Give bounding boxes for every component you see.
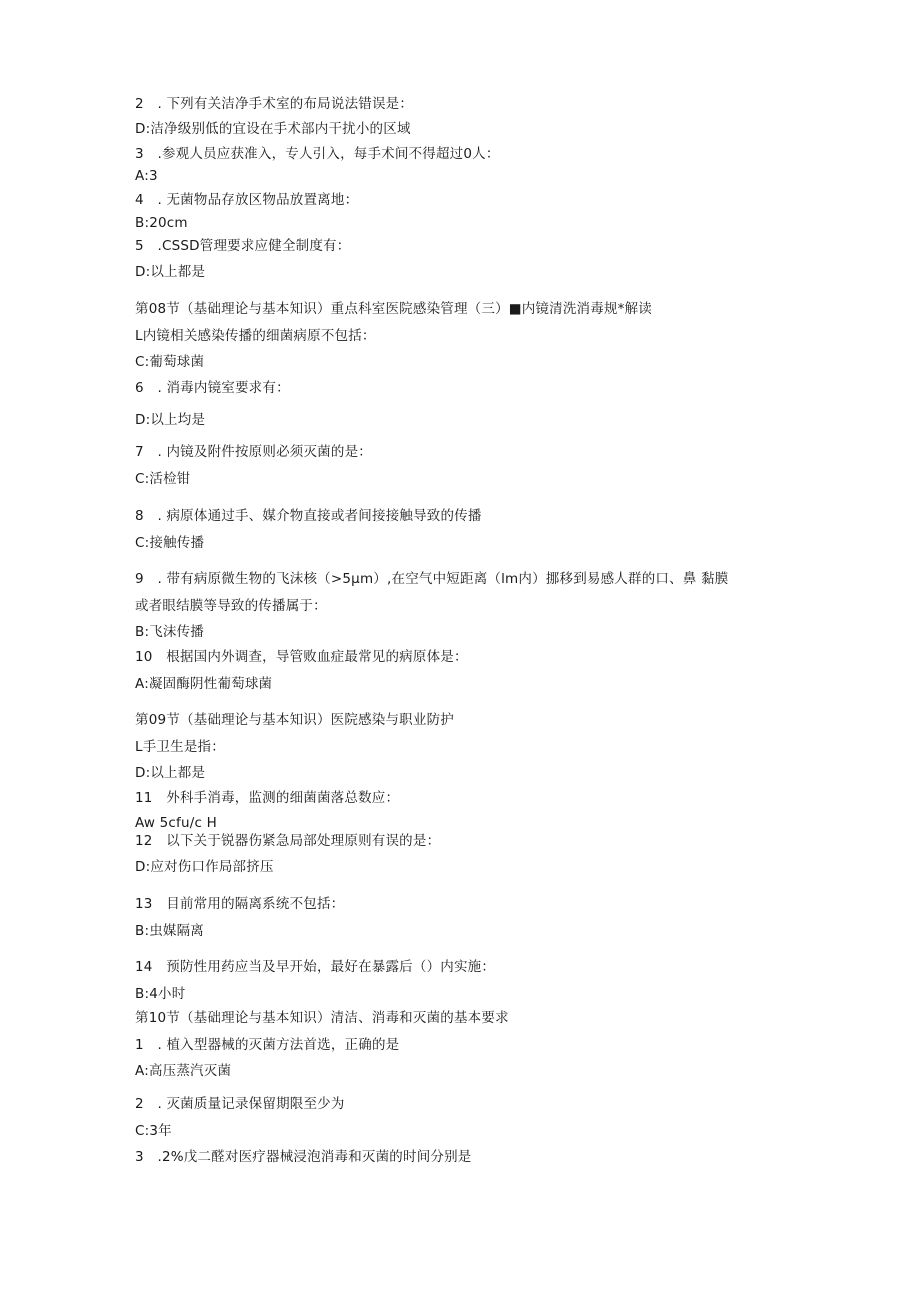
answer-13-text: B:虫媒隔离	[135, 923, 205, 939]
answer-1c-text: A:高压蒸汽灭菌	[135, 1063, 232, 1079]
question-13-text: 13 目前常用的隔离系统不包括：	[135, 896, 345, 912]
section-08-heading: 第08节（基础理论与基本知识）重点科室医院感染管理（三）■内镜清洗消毒规*解读	[135, 301, 652, 317]
section-09-heading: 第09节（基础理论与基本知识）医院感染与职业防护	[135, 712, 454, 728]
answer-2c-text: C:3年	[135, 1123, 172, 1139]
answer-7-text: C:活检钳	[135, 471, 191, 487]
answer-2-text: D:洁净级别低的宜设在手术部内干扰小的区域	[135, 121, 411, 137]
question-14-text: 14 预防性用药应当及早开始，最好在暴露后（）内实施：	[135, 959, 496, 975]
question-9-text: 9 . 带有病原微生物的飞沫核（>5μm）,在空气中短距离（lm内）挪移到易感人群的口、鼻 黏膜	[135, 571, 729, 587]
question-1-text: L内镜相关感染传播的细菌病原不包括：	[135, 328, 376, 344]
section-10-heading: 第10节（基础理论与基本知识）清洁、消毒和灭菌的基本要求	[135, 1010, 509, 1026]
answer-8-text: C:接触传播	[135, 535, 205, 551]
answer-6-text: D:以上均是	[135, 412, 206, 428]
answer-1-text: C:葡萄球菌	[135, 354, 205, 370]
answer-11-text: Aw 5cfu∕c H	[135, 815, 217, 831]
answer-14-text: B:4小时	[135, 986, 186, 1002]
answer-5-text: D:以上都是	[135, 264, 206, 280]
answer-3-text: A:3	[135, 168, 158, 184]
question-6-text: 6 . 消毒内镜室要求有：	[135, 380, 290, 396]
question-4-text: 4 . 无菌物品存放区物品放置离地：	[135, 192, 359, 208]
question-2c-text: 2 . 灭菌质量记录保留期限至少为	[135, 1096, 345, 1112]
question-12-text: 12 以下关于锐器伤紧急局部处理原则有误的是：	[135, 833, 441, 849]
question-1c-text: 1 . 植入型器械的灭菌方法首选，正确的是	[135, 1037, 400, 1053]
answer-1b-text: D:以上都是	[135, 765, 206, 781]
question-3-text: 3 .参观人员应获准入，专人引入，每手术间不得超过0人：	[135, 146, 500, 162]
answer-4-text: B:20cm	[135, 215, 188, 231]
answer-9-text: B:飞沫传播	[135, 624, 205, 640]
question-2-text: 2 . 下列有关洁净手术室的布局说法错误是：	[135, 96, 414, 112]
question-5-text: 5 .CSSD管理要求应健全制度有：	[135, 238, 351, 254]
question-7-text: 7 . 内镜及附件按原则必须灭菌的是：	[135, 444, 372, 460]
question-1b-text: L手卫生是指：	[135, 739, 225, 755]
question-9-text-cont: 或者眼结膜等导致的传播属于：	[135, 598, 327, 614]
answer-12-text: D:应对伤口作局部挤压	[135, 859, 274, 875]
question-10-text: 10 根据国内外调查，导管败血症最常见的病原体是：	[135, 649, 468, 665]
answer-10-text: A:凝固酶阴性葡萄球菌	[135, 676, 273, 692]
question-3c-text: 3 .2%戊二醛对医疗器械浸泡消毒和灭菌的时间分别是	[135, 1149, 472, 1165]
question-11-text: 11 外科手消毒，监测的细菌菌落总数应：	[135, 790, 400, 806]
question-8-text: 8 . 病原体通过手、媒介物直接或者间接接触导致的传播	[135, 508, 482, 524]
